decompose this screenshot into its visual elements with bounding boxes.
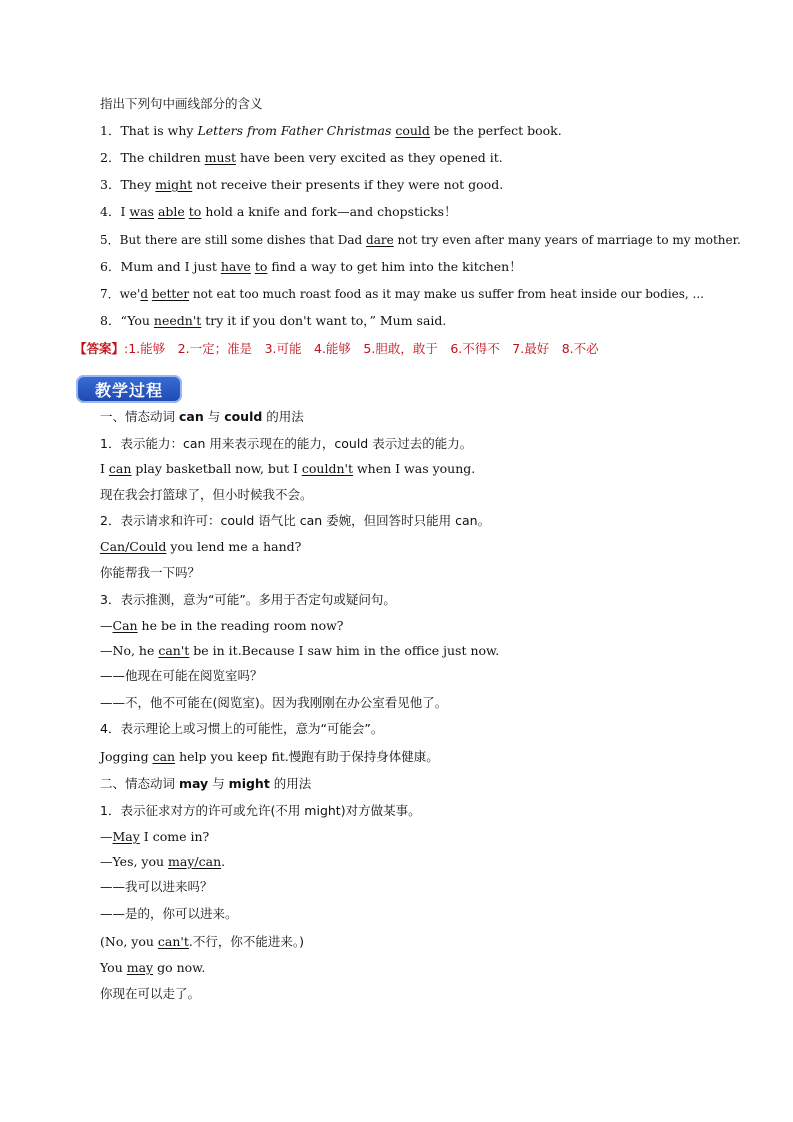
exercise-title: 指出下列句中画线部分的含义 [100,96,263,111]
s1-translation-2: 你能帮我一下吗？ [100,565,201,580]
s1-translation-4: ——不，他不可能在(阅览室)。因为我刚刚在办公室看见他了。 [100,695,448,710]
s1-point-1: 1．表示能力：can 用来表示现在的能力，could 表示过去的能力。 [100,436,473,451]
question-3: 3．They might not receive their presents if they were not good. [100,177,504,192]
section-2-title: 二、情态动词 may 与 might 的用法 [100,776,312,791]
s1-translation-1: 现在我会打篮球了，但小时候我不会。 [100,487,313,502]
s1-example-1: I can play basketball now, but I couldn't when I was young. [100,461,476,476]
section-1-title: 一、情态动词 can 与 could 的用法 [100,409,304,424]
s2-example-1: —May I come in? [100,829,210,844]
s2-translation-3: 你现在可以走了。 [100,986,201,1001]
s2-example-2: —Yes, you may/can. [100,854,226,869]
s1-translation-3: ——他现在可能在阅览室吗？ [100,668,263,683]
question-2: 2．The children must have been very excited as they opened it. [100,150,503,165]
s1-point-3: 3．表示推测，意为“可能”。多用于否定句或疑问句。 [100,592,396,607]
s1-example-2: Can/Could you lend me a hand? [100,539,302,554]
question-1: 1．That is why Letters from Father Christmas could be the perfect book. [100,123,562,138]
banner-label: 教学过程 [94,380,163,400]
s2-example-4: You may go now. [100,960,206,975]
s1-example-4: —No, he can't be in it.Because I saw him in the office just now. [100,643,500,658]
question-6: 6．Mum and I just have to find a way to get him into the kitchen！ [100,259,522,274]
question-7: 7．we'd better not eat too much roast food as it may make us suffer from heat inside our bodies, ... [100,287,704,301]
s2-translation-1: ——我可以进来吗？ [100,879,213,894]
s2-example-3: (No, you can't.不行，你不能进来。) [100,934,304,949]
s1-example-3: —Can he be in the reading room now? [100,618,344,633]
s1-point-2: 2．表示请求和许可：could 语气比 can 委婉，但回答时只能用 can。 [100,513,491,528]
answer-line: 【答案】:1.能够 2.一定；准是 3.可能 4.能够 5.胆敢，敢于 6.不得不 7.最好 8.不必 [74,341,599,356]
question-5: 5．But there are still some dishes that Dad dare not try even after many years of marriage to my mother. [100,233,741,247]
teaching-process-banner [76,375,182,403]
s1-point-4: 4．表示理论上或习惯上的可能性，意为“可能会”。 [100,721,384,736]
s2-point-1: 1．表示征求对方的许可或允许(不用 might)对方做某事。 [100,803,421,818]
s2-translation-2: ——是的，你可以进来。 [100,906,238,921]
question-4: 4．I was able to hold a knife and fork—and chopsticks！ [100,204,457,219]
s1-example-5: Jogging can help you keep fit.慢跑有助于保持身体健康。 [100,749,439,764]
question-8: 8．“You needn't try it if you don't want to，” Mum said. [100,313,447,328]
